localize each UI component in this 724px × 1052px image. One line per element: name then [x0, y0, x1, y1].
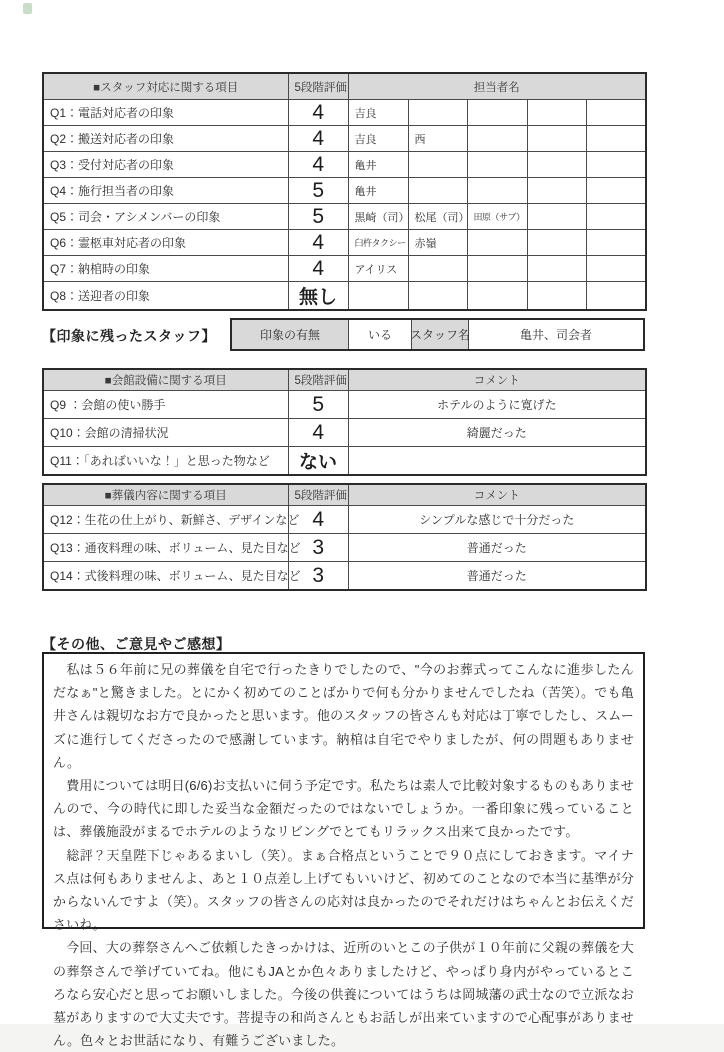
question-cell: Q5：司会・アシメンバーの印象: [43, 204, 288, 230]
comment-cell: [348, 447, 646, 476]
staff-name-cell: [586, 282, 646, 311]
staff-name-cell: 黒崎（司）: [348, 204, 408, 230]
staff-name-cell: [348, 282, 408, 311]
staff-name-cell: [527, 178, 586, 204]
table-row: [43, 100, 646, 126]
staff-name-cell: [467, 282, 527, 311]
comment-cell: シンプルな感じで十分だった: [348, 506, 646, 534]
staff-name-cell: [408, 282, 467, 311]
funeral-items-header: ■葬儀内容に関する項目: [43, 484, 288, 506]
staff-name-cell: [467, 100, 527, 126]
staff-name-cell: [586, 126, 646, 152]
table-row: [43, 204, 646, 230]
scan-artifact: [23, 3, 32, 14]
staff-name-cell: [467, 152, 527, 178]
table-row: [43, 230, 646, 256]
staff-name-cell: 吉良: [348, 100, 408, 126]
comment-cell: 普通だった: [348, 562, 646, 591]
staff-name-cell: [527, 256, 586, 282]
comment-paragraph: 今回、大の葬祭さんへご依頼したきっかけは、近所のいとこの子供が１０年前に父親の葬儀を大の葬祭さんで挙げていてね。他にもJAとか色々ありましたけど、やっぱり身内がやっているところなら安心だと思ってお願いしました。今後の供養についてはうちは岡城藩の武士なので立派なお墓がありますので大丈夫です。菩提寺の和尚さんともお話しが出来ていますので心配事がありません。色々とお世話になり、有難うございました。: [53, 940, 634, 1049]
question-cell: Q9 ：会館の使い勝手: [43, 391, 288, 419]
table-row: [43, 282, 646, 311]
staff-name-cell: [527, 100, 586, 126]
staff-response-table: [42, 72, 647, 311]
table-row: [43, 256, 646, 282]
rating-cell: 4: [288, 100, 348, 126]
table-row: [43, 152, 646, 178]
impression-presence-value: いる: [349, 320, 412, 349]
memorable-staff-label: 【印象に残ったスタッフ】: [42, 328, 216, 344]
question-cell: Q14：式後料理の味、ボリューム、見た目など: [43, 562, 288, 591]
comment-paragraph: 費用については明日(6/6)お支払いに伺う予定です。私たちは素人で比較対象するものもありませんので、今の時代に即した妥当な金額だったのではないでしょうか。一番印象に残っていることは、葬儀施設がまるでホテルのようなリビングでとてもリラックス出来て良かったです。: [53, 778, 634, 840]
staff-name-cell: [586, 178, 646, 204]
table-row: [43, 178, 646, 204]
funeral-content-table: [42, 483, 647, 591]
comment-cell: 普通だった: [348, 534, 646, 562]
table-row: [43, 419, 646, 447]
staff-name-cell: [527, 126, 586, 152]
rating-cell: 4: [288, 256, 348, 282]
question-cell: Q1：電話対応者の印象: [43, 100, 288, 126]
table-row: [43, 391, 646, 419]
question-cell: Q11：「あればいいな！」と思った物など: [43, 447, 288, 476]
table-row: [43, 447, 646, 476]
question-cell: Q3：受付対応者の印象: [43, 152, 288, 178]
rating-cell: 3: [288, 562, 348, 591]
question-cell: Q13：通夜料理の味、ボリューム、見た目など: [43, 534, 288, 562]
rating-cell: 無し: [288, 282, 348, 311]
rating-header: 5段階評価: [288, 73, 348, 100]
table-header-row: [43, 73, 646, 100]
table-row: [43, 562, 646, 591]
rating-cell: ない: [288, 447, 348, 476]
rating-header: 5段階評価: [288, 484, 348, 506]
impression-presence-label: 印象の有無: [232, 320, 349, 349]
question-cell: Q8：送迎者の印象: [43, 282, 288, 311]
staff-name-cell: [527, 204, 586, 230]
staff-name-cell: 亀井: [348, 152, 408, 178]
staff-name-cell: 田原（サブ）: [467, 204, 527, 230]
staff-name-cell: [527, 282, 586, 311]
staff-name-cell: 赤嶺: [408, 230, 467, 256]
question-cell: Q10：会館の清掃状況: [43, 419, 288, 447]
question-cell: Q2：搬送対応者の印象: [43, 126, 288, 152]
question-cell: Q12：生花の仕上がり、新鮮さ、デザインなど: [43, 506, 288, 534]
staff-name-cell: 亀井: [348, 178, 408, 204]
rating-cell: 4: [288, 230, 348, 256]
comments-box: [42, 652, 645, 1049]
comment-header: コメント: [348, 369, 646, 391]
staff-name-cell: [408, 152, 467, 178]
comment-paragraph: 私は５６年前に兄の葬儀を自宅で行ったきりでしたので、"今のお葬式ってこんなに進歩したんだなぁ"と驚きました。とにかく初めてのことばかりで何も分かりませんでしたね（苦笑）。でも亀井さんは親切なお方で良かったと思います。他のスタッフの皆さんも対応は丁寧でしたし、スムーズに進行してくださったので感謝しています。納棺は自宅でやりましたが、何の問題もありません。: [53, 662, 634, 770]
staff-name-cell: [586, 230, 646, 256]
comment-cell: 綺麗だった: [348, 419, 646, 447]
facility-table: [42, 368, 647, 476]
rating-cell: 3: [288, 534, 348, 562]
staff-name-cell: [586, 204, 646, 230]
staff-name-cell: [408, 256, 467, 282]
staff-name-cell: [586, 100, 646, 126]
rating-cell: 4: [288, 506, 348, 534]
table-row: [43, 126, 646, 152]
comment-cell: ホテルのように寛げた: [348, 391, 646, 419]
staff-name-cell: 松尾（司）: [408, 204, 467, 230]
staff-name-cell: 臼杵タクシー: [348, 230, 408, 256]
staff-name-value: 亀井、司会者: [519, 328, 592, 342]
staff-name-cell: [586, 152, 646, 178]
staff-name-cell: [467, 178, 527, 204]
staff-name-cell: [408, 100, 467, 126]
table-row: [43, 506, 646, 534]
rating-cell: 4: [288, 126, 348, 152]
rating-cell: 4: [288, 152, 348, 178]
memorable-staff-bar: [230, 318, 645, 351]
table-header-row: [43, 484, 646, 506]
question-cell: Q6：霊柩車対応者の印象: [43, 230, 288, 256]
question-cell: Q7：納棺時の印象: [43, 256, 288, 282]
staff-name-label: スタッフ名: [412, 320, 469, 349]
staff-items-header: ■スタッフ対応に関する項目: [43, 73, 288, 100]
rating-cell: 5: [288, 178, 348, 204]
comments-title: 【その他、ご意見やご感想】: [42, 636, 231, 652]
rating-cell: 4: [288, 419, 348, 447]
staff-name-cell: [467, 230, 527, 256]
staff-name-cell: [527, 230, 586, 256]
staff-name-cell: [467, 256, 527, 282]
comment-paragraph: 総評？天皇陛下じゃあるまいし（笑）。まぁ合格点ということで９０点にしておきます。マイナス点は何もありませんよ、あと１０点差し上げてもいいけど、初めてのことなので本当に基準が分からないんですよ（笑）。スタッフの皆さんの応対は良かったのでそれだけはちゃんとお伝えくださいね。: [53, 847, 634, 933]
table-header-row: [43, 369, 646, 391]
facility-items-header: ■会館設備に関する項目: [43, 369, 288, 391]
staff-name-cell: 吉良: [348, 126, 408, 152]
staff-name-cell: 西: [408, 126, 467, 152]
staff-name-cell: アイリス: [348, 256, 408, 282]
comment-header: コメント: [348, 484, 646, 506]
question-cell: Q4：施行担当者の印象: [43, 178, 288, 204]
staff-name-cell: [586, 256, 646, 282]
table-row: [43, 534, 646, 562]
rating-header: 5段階評価: [288, 369, 348, 391]
staff-name-cell: [527, 152, 586, 178]
staff-names-header: 担当者名: [348, 73, 646, 100]
staff-name-cell: [467, 126, 527, 152]
rating-cell: 5: [288, 204, 348, 230]
rating-cell: 5: [288, 391, 348, 419]
staff-name-cell: [408, 178, 467, 204]
